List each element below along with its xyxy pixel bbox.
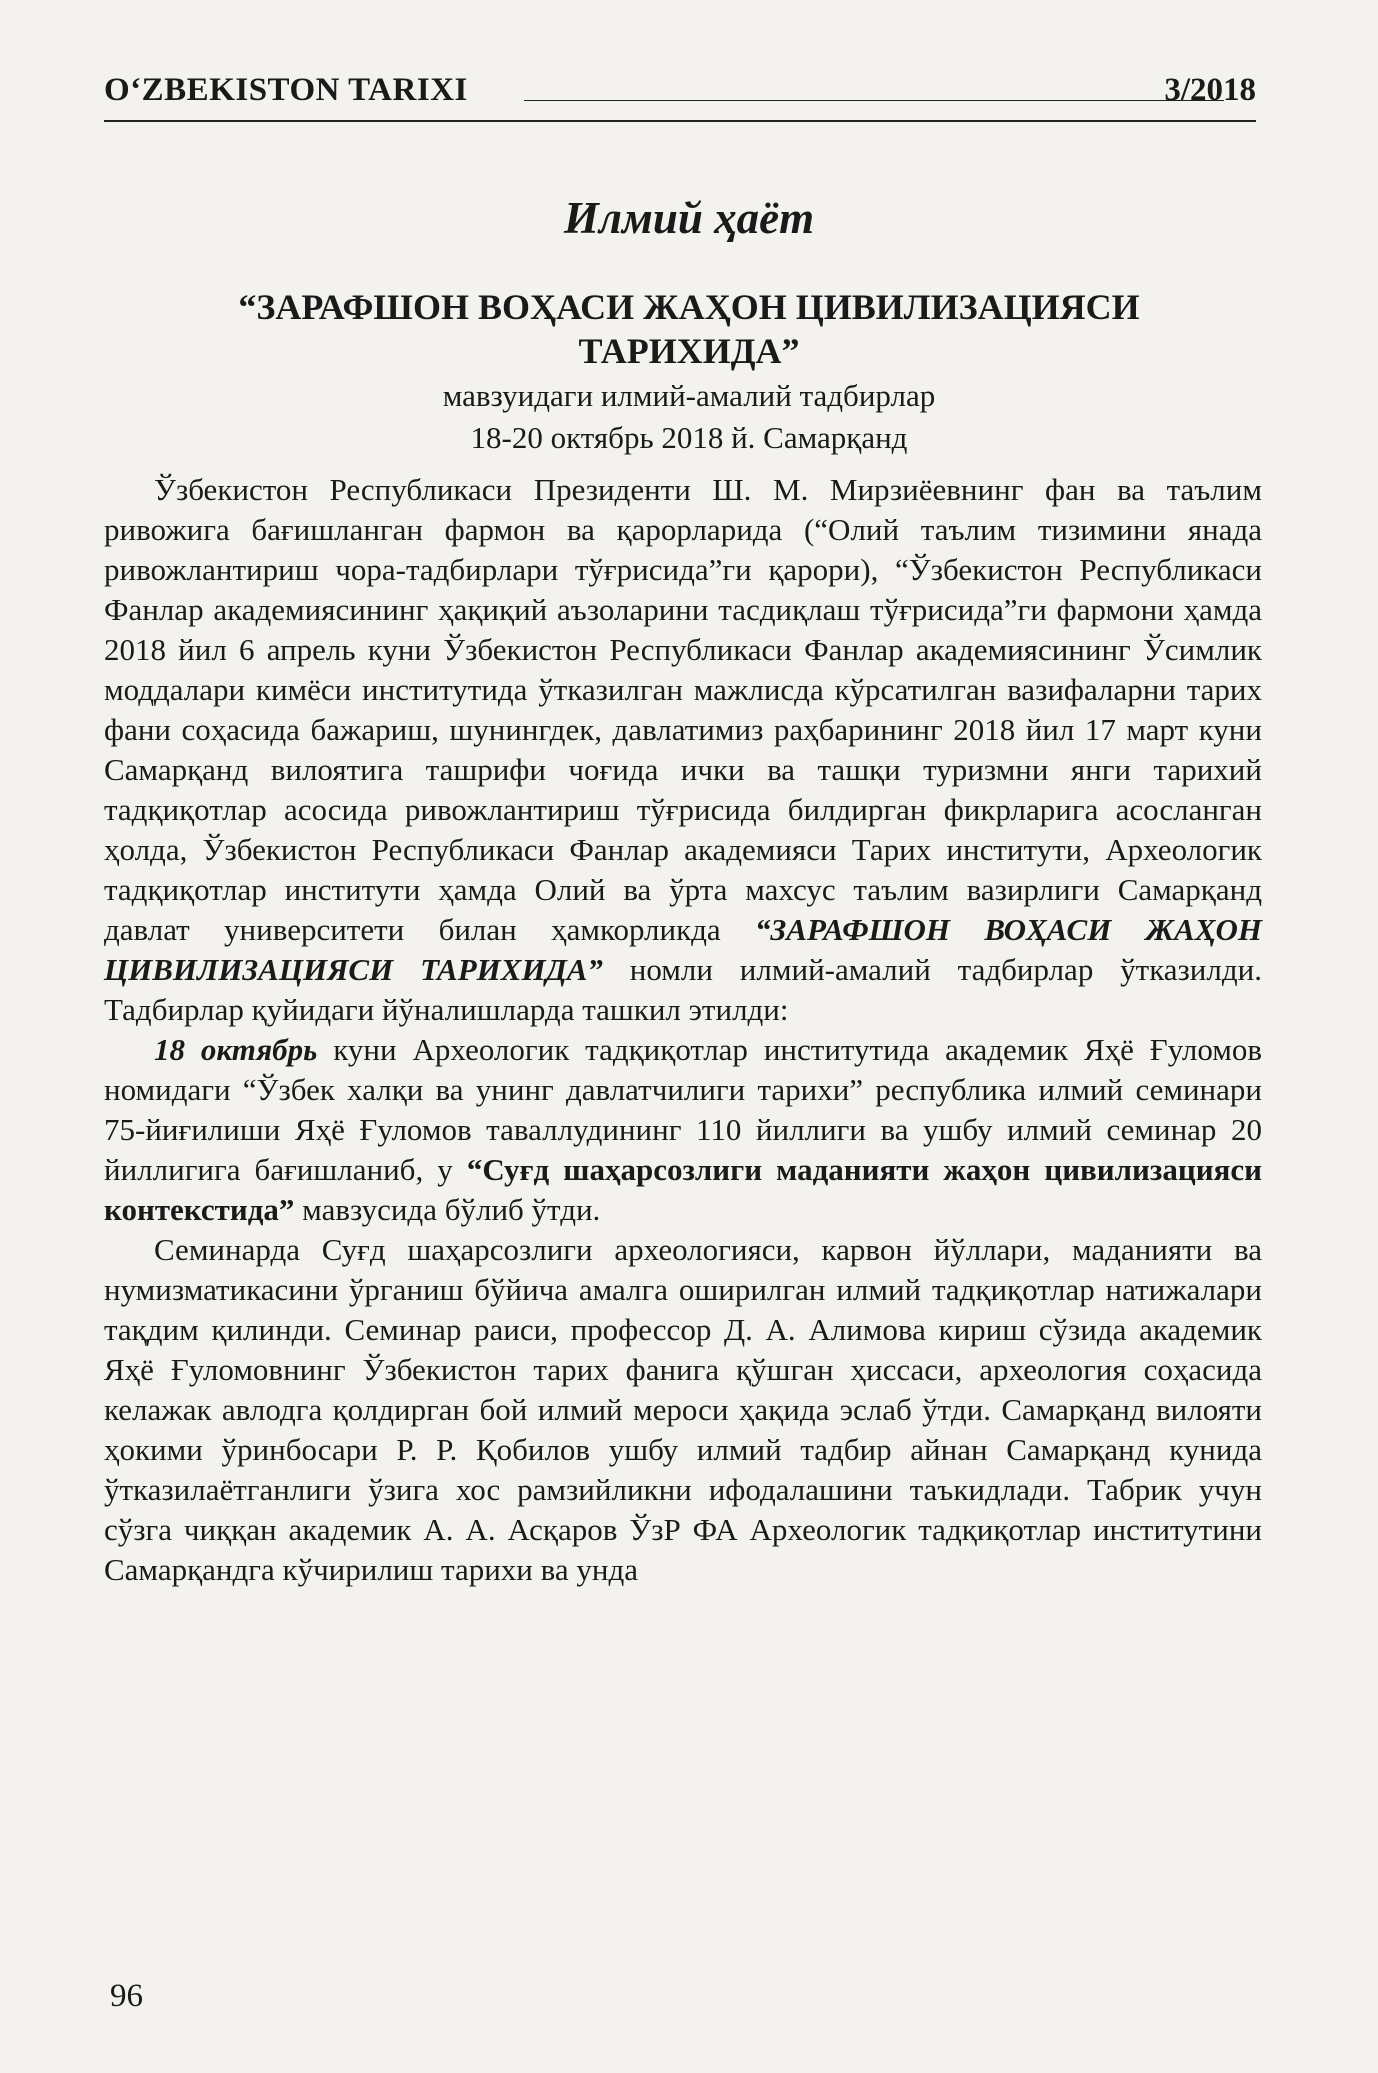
running-header xyxy=(104,64,1256,122)
seminar-topic-emphasis: “Суғд шаҳарсозлиги маданияти жаҳон цивилизацияси контекстида” xyxy=(104,1152,1262,1227)
journal-title: O‘ZBEKISTON TARIXI xyxy=(104,72,468,108)
paragraph-2-text-b: куни Археологик тадқиқотлар институтида академик Яҳё Ғуломов номидаги “Ўзбек халқи ва унинг давлатчилиги тарихи” республика илмий семинари 75-йиғилиши Яҳё Ғуломов таваллудининг 110 йиллиги ва ушбу илмий семинар 20 йиллигига бағишланиб, у xyxy=(104,1032,1263,1187)
page-number: 96 xyxy=(110,1978,143,2014)
date-emphasis: 18 октябрь xyxy=(154,1032,318,1067)
article-title-line-1: “ЗАРАФШОН ВОҲАСИ ЖАҲОН ЦИВИЛИЗАЦИЯСИ xyxy=(238,287,1140,327)
paragraph-1 xyxy=(104,470,1262,1030)
paragraph-2-text-d: мавзусида бўлиб ўтди. xyxy=(294,1192,601,1227)
article-title-line-2: ТАРИХИДА” xyxy=(578,331,800,371)
paragraph-2 xyxy=(104,1030,1262,1230)
article-subtitle-line-1: мавзуидаги илмий-амалий тадбирлар xyxy=(442,378,936,413)
paragraph-3: Семинарда Суғд шаҳарсозлиги археологияси, карвон йўллари, маданияти ва нумизматикасини ўрганиш бўйича амалга оширилган илмий тадқиқотлар натижалари тақдим қилинди. Семинар раиси, профессор Д. А. Алимова кириш сўзида академик Яҳё Ғуломовнинг Ўзбекистон тарих фанига қўшган ҳиссаси, археология соҳасида келажак авлодга қолдирган бой илмий мероси ҳақида эслаб ўтди. Самарқанд вилояти ҳокими ўринбосари Р. Р. Қобилов ушбу илмий тадбир айнан Самарқанд кунида ўтказилаётганлиги ўзига хос рамзийликни ифодалашини таъкидлади. Табрик учун сўзга чиққан академик А. А. Асқаров ЎзР ФА Археологик тадқиқотлар институтини Самарқандга кўчирилиш тарихи ва унда xyxy=(104,1232,1262,1587)
article-body xyxy=(104,470,1262,1590)
paragraph-1-text-a: Ўзбекистон Республикаси Президенти Ш. М. Мирзиёевнинг фан ва таълим ривожига бағишланган фармон ва қарорларида (“Олий таълим тизимини янада ривожлантириш чора-тадбирлари тўғрисида”ги қарори), “Ўзбекистон Республикаси Фанлар академиясининг ҳақиқий аъзоларини тасдиқлаш тўғрисида”ги фармони ҳамда 2018 йил 6 апрель куни Ўзбекистон Республикаси Фанлар академиясининг Ўсимлик моддалари кимёси институтида ўтказилган мажлисда кўрсатилган вазифаларни тарих фани соҳасида бажариш, шунингдек, давлатимиз раҳбарининг 2018 йил 17 март куни Самарқанд вилоятига ташрифи чоғида ички ва ташқи туризмни янги тарихий тадқиқотлар асосида ривожлантириш тўғрисида билдирган фикрларига асосланган ҳолда, Ўзбекистон Республикаси Фанлар академияси Тарих институти, Археологик тадқиқотлар институти ҳамда Олий ва ўрта махсус таълим вазирлиги Самарқанд давлат университети билан ҳамкорликда xyxy=(104,472,1262,947)
event-name-emphasis: “ЗАРАФШОН ВОҲАСИ ЖАҲОН ЦИВИЛИЗАЦИЯСИ ТАРИХИДА” xyxy=(104,912,1262,987)
article-date-place: 18-20 октябрь 2018 й. Самарқанд xyxy=(470,420,908,455)
paragraph-1-text-c: номли илмий-амалий тадбирлар ўтказилди. Тадбирлар қуйидаги йўналишларда ташкил этилди: xyxy=(104,952,1262,1027)
section-title: Илмий ҳаёт xyxy=(563,193,815,243)
issue-number: 3/2018 xyxy=(1164,72,1256,108)
header-rule xyxy=(524,100,1224,101)
